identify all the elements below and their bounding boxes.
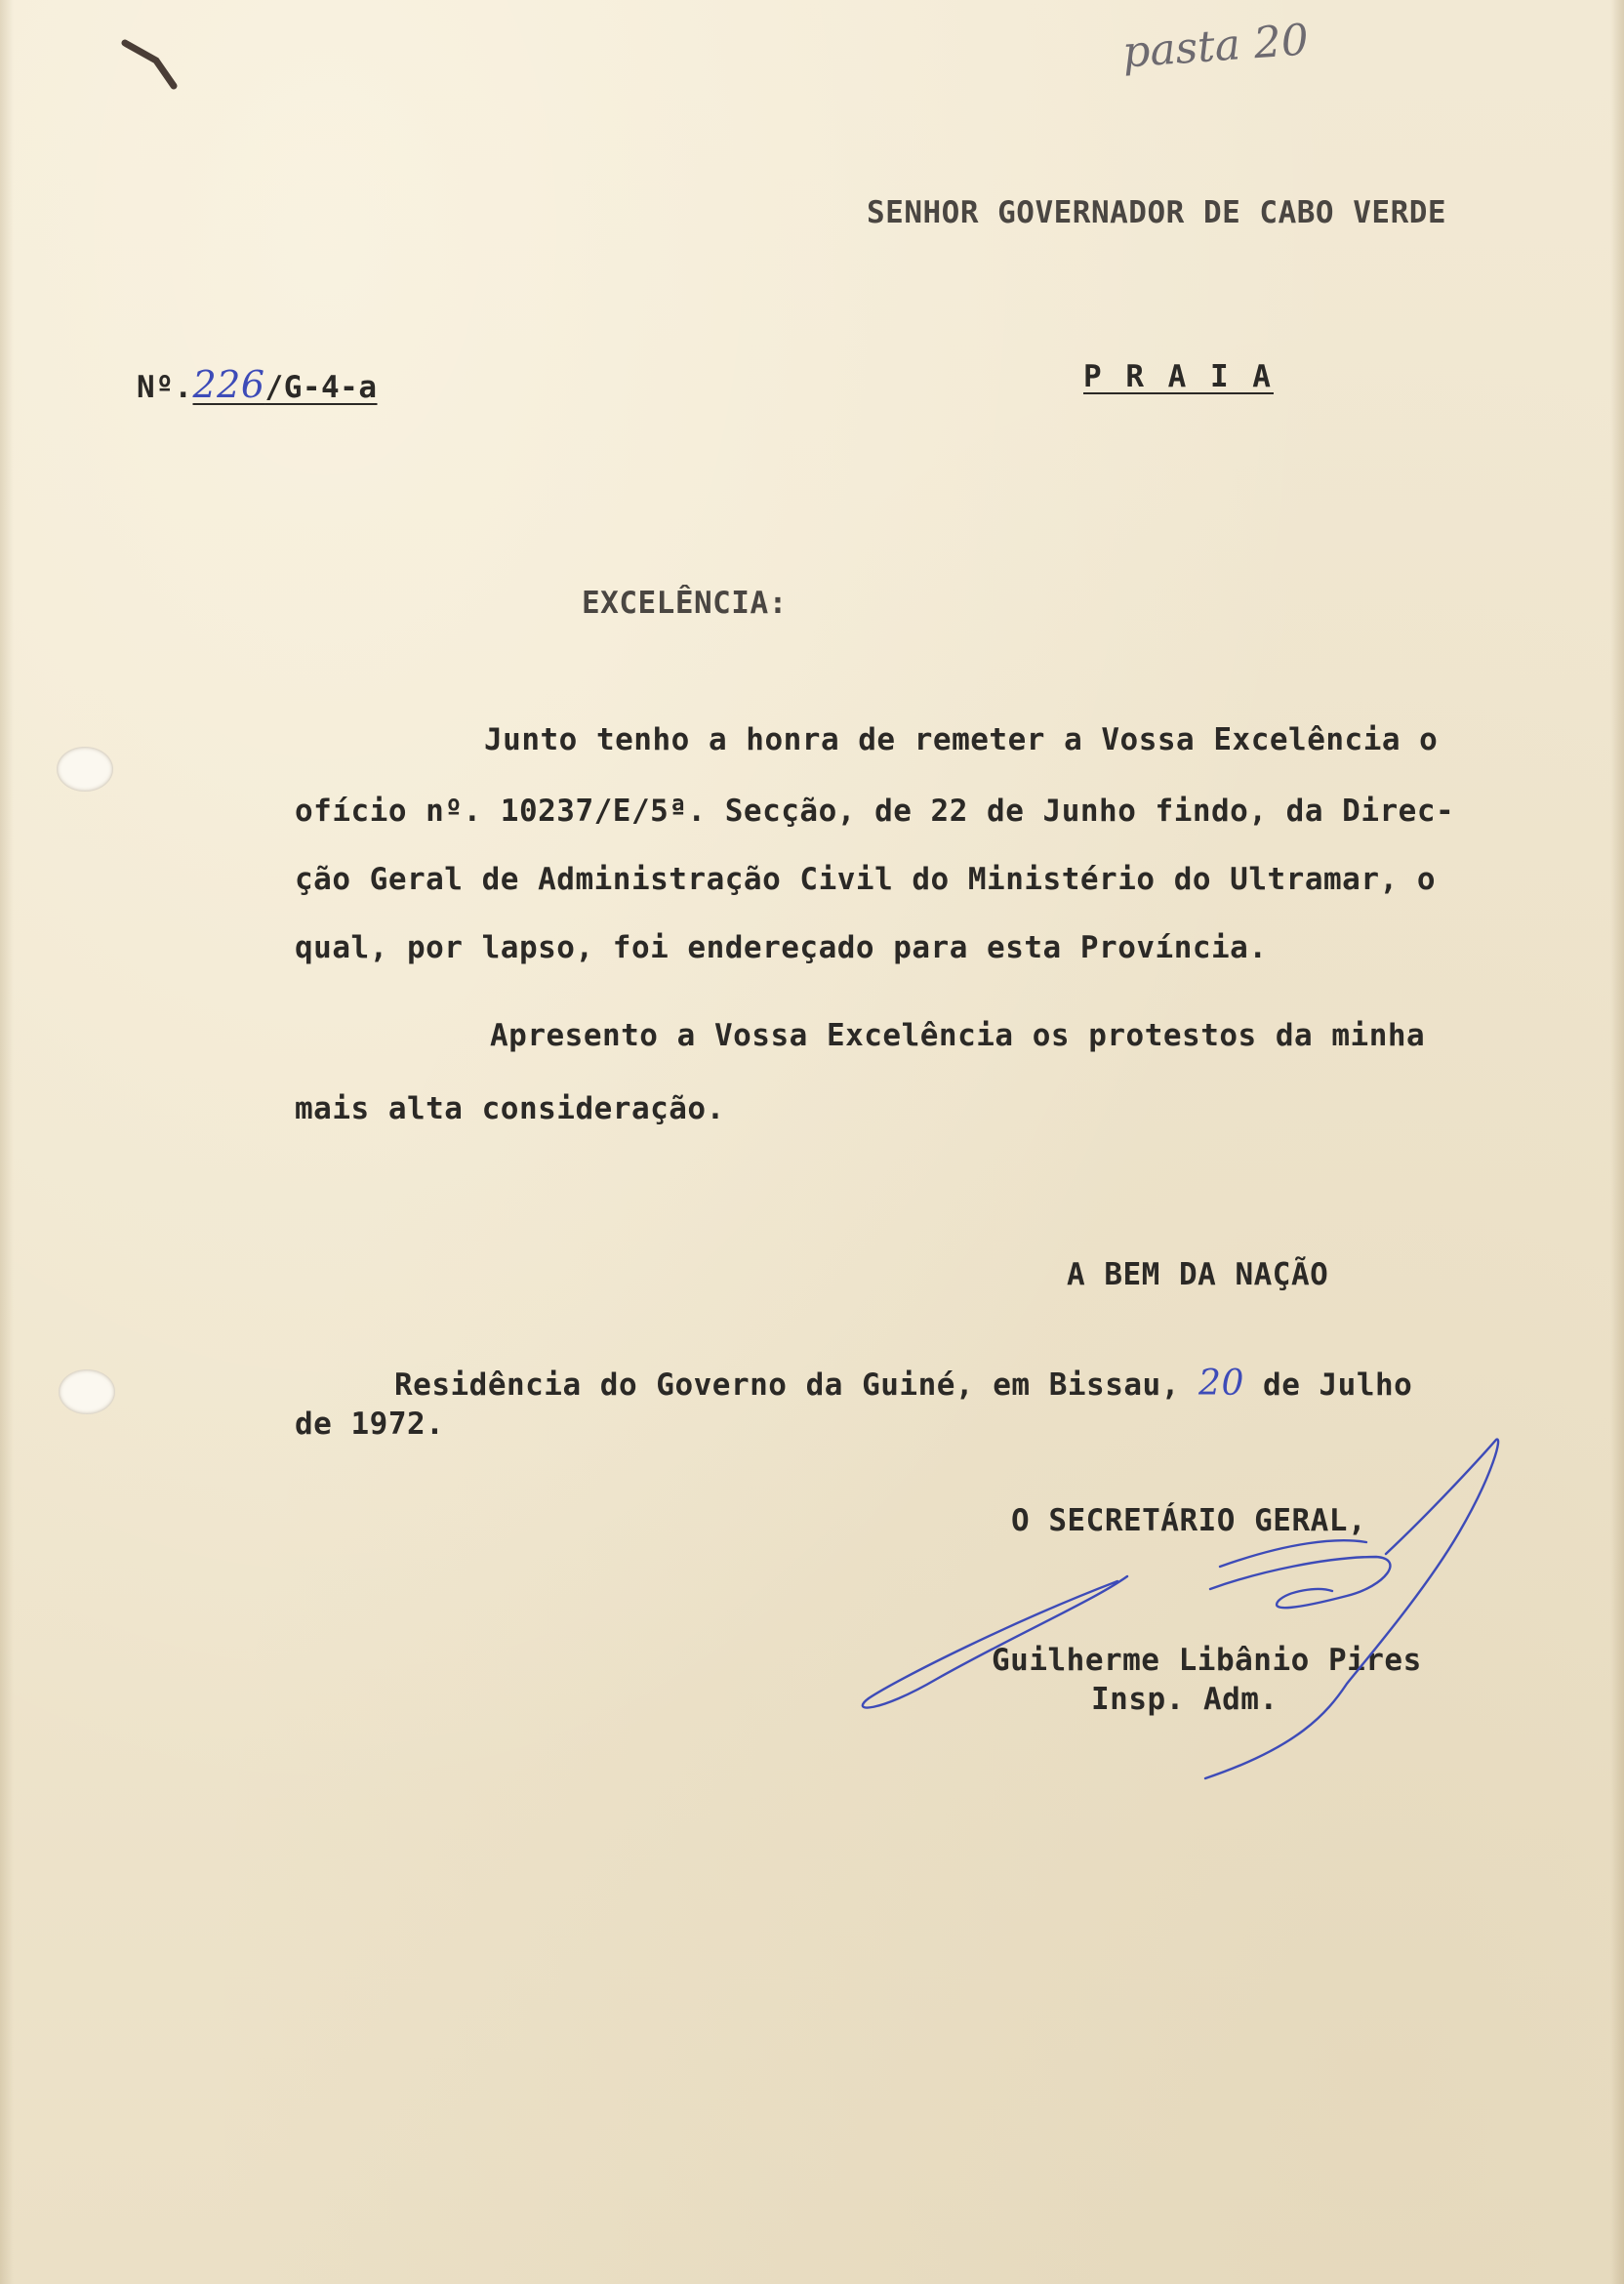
paper-edge-left bbox=[0, 0, 14, 2284]
date-year: de 1972. bbox=[295, 1407, 445, 1442]
signatory-rank: Insp. Adm. bbox=[1091, 1682, 1279, 1717]
signatory-name: Guilherme Libânio Pires bbox=[992, 1643, 1422, 1678]
paragraph-line: qual, por lapso, foi endereçado para esta Província. bbox=[295, 930, 1268, 965]
date-month: de Julho bbox=[1263, 1367, 1413, 1403]
paragraph-line: mais alta consideração. bbox=[295, 1091, 725, 1126]
closing-motto: A BEM DA NAÇÃO bbox=[1067, 1257, 1329, 1292]
date-location: Residência do Governo da Guiné, em Bissau, bbox=[394, 1367, 1180, 1403]
punch-hole-bottom bbox=[59, 1369, 115, 1414]
punch-hole-top bbox=[57, 747, 113, 792]
reference-suffix: /G-4-a bbox=[264, 370, 378, 405]
pencil-archive-note: pasta 20 bbox=[1120, 15, 1311, 78]
paragraph-line: ofício nº. 10237/E/5ª. Secção, de 22 de Junho findo, da Direc- bbox=[295, 794, 1455, 829]
handwritten-day: 20 bbox=[1198, 1364, 1244, 1404]
reference-underlined bbox=[193, 363, 378, 406]
salutation: EXCELÊNCIA: bbox=[582, 586, 788, 621]
signatory-title: O SECRETÁRIO GERAL, bbox=[1011, 1503, 1367, 1538]
reference-prefix: Nº. bbox=[137, 370, 193, 405]
paragraph-line: ção Geral de Administração Civil do Ministério do Ultramar, o bbox=[295, 862, 1436, 897]
addressee: SENHOR GOVERNADOR DE CABO VERDE bbox=[867, 195, 1447, 230]
date-line bbox=[394, 1364, 1412, 1404]
paper-edge-right bbox=[1610, 0, 1624, 2284]
blue-signature-scribble bbox=[863, 1440, 1498, 1778]
reference-number bbox=[137, 363, 378, 406]
destination-place: P R A I A bbox=[1083, 359, 1274, 394]
handwritten-reference-number: 226 bbox=[192, 363, 265, 406]
pencil-tick-mark bbox=[125, 43, 174, 86]
paragraph-line: Junto tenho a honra de remeter a Vossa Excelência o bbox=[484, 722, 1439, 757]
paragraph-line: Apresento a Vossa Excelência os protestos da minha bbox=[490, 1018, 1426, 1053]
